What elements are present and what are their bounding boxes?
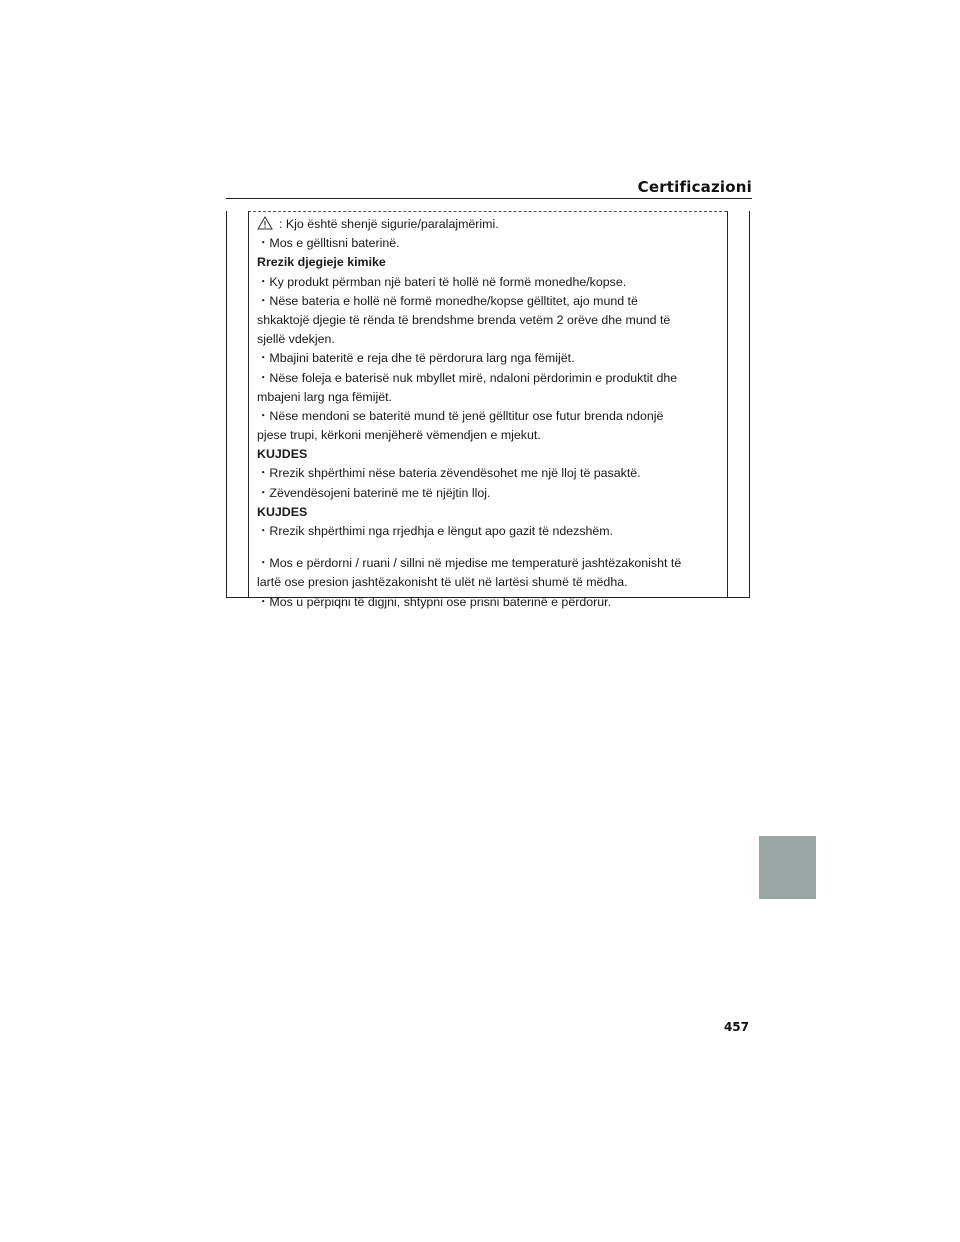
notice-line: sjellë vdekjen. [257,332,335,347]
notice-line: ・Rrezik shpërthimi nga rrjedhja e lëngut apo gazit të ndezshëm. [257,524,614,538]
notice-inner-left-border [248,211,249,597]
notice-heading: Rrezik djegieje kimike [257,255,386,270]
notice-line: pjese trupi, kërkoni menjëherë vëmendjen e mjekut. [257,428,541,443]
notice-top-dashed-border [248,211,727,212]
notice-heading: KUJDES [257,504,308,519]
notice-line: ・Mos e gëlltisni baterinë. [257,236,400,251]
notice-lines [257,234,722,612]
notice-line: ・Nëse mendoni se bateritë mund të jenë gëlltitur ose futur brenda ndonjë [257,408,664,423]
notice-line [257,541,722,554]
warning-triangle-icon [257,216,273,236]
warning-line [257,215,722,234]
notice-line: ・Nëse foleja e baterisë nuk mbyllet mirë, ndaloni përdorimin e produktit dhe [257,370,678,385]
notice-line: ・Mbajini bateritë e reja dhe të përdorura larg nga fëmijët. [257,351,575,366]
notice-line: shkaktojë djegie të rënda të brendshme brenda vetëm 2 orëve dhe mund të [257,312,671,327]
page-number: 457 [723,1020,749,1034]
chapter-side-tab [759,836,816,899]
notice-line: ・Mos u përpiqni të digjni, shtypni ose prisni baterinë e përdorur. [257,594,612,609]
notice-line: lartë ose presion jashtëzakonisht të ulët në lartësi shumë të mëdha. [257,575,628,590]
notice-line: ・Zëvendësojeni baterinë me të njëjtin lloj. [257,485,491,500]
notice-line: mbajeni larg nga fëmijët. [257,389,392,404]
notice-line: ・Mos e përdorni / ruani / sillni në mjedise me temperaturë jashtëzakonisht të [257,556,682,571]
section-title: Certificazioni [637,178,752,196]
header-divider [226,198,752,199]
notice-content [257,215,722,612]
notice-line: ・Rrezik shpërthimi nëse bateria zëvendësohet me një lloj të pasaktë. [257,466,641,481]
warning-line-text: : Kjo është shenjë sigurie/paralajmërimi. [279,217,499,231]
notice-line: ・Nëse bateria e hollë në formë monedhe/kopse gëlltitet, ajo mund të [257,293,638,308]
notice-heading: KUJDES [257,447,308,462]
notice-inner-right-border [727,211,728,597]
notice-line: ・Ky produkt përmban një bateri të hollë në formë monedhe/kopse. [257,274,627,289]
